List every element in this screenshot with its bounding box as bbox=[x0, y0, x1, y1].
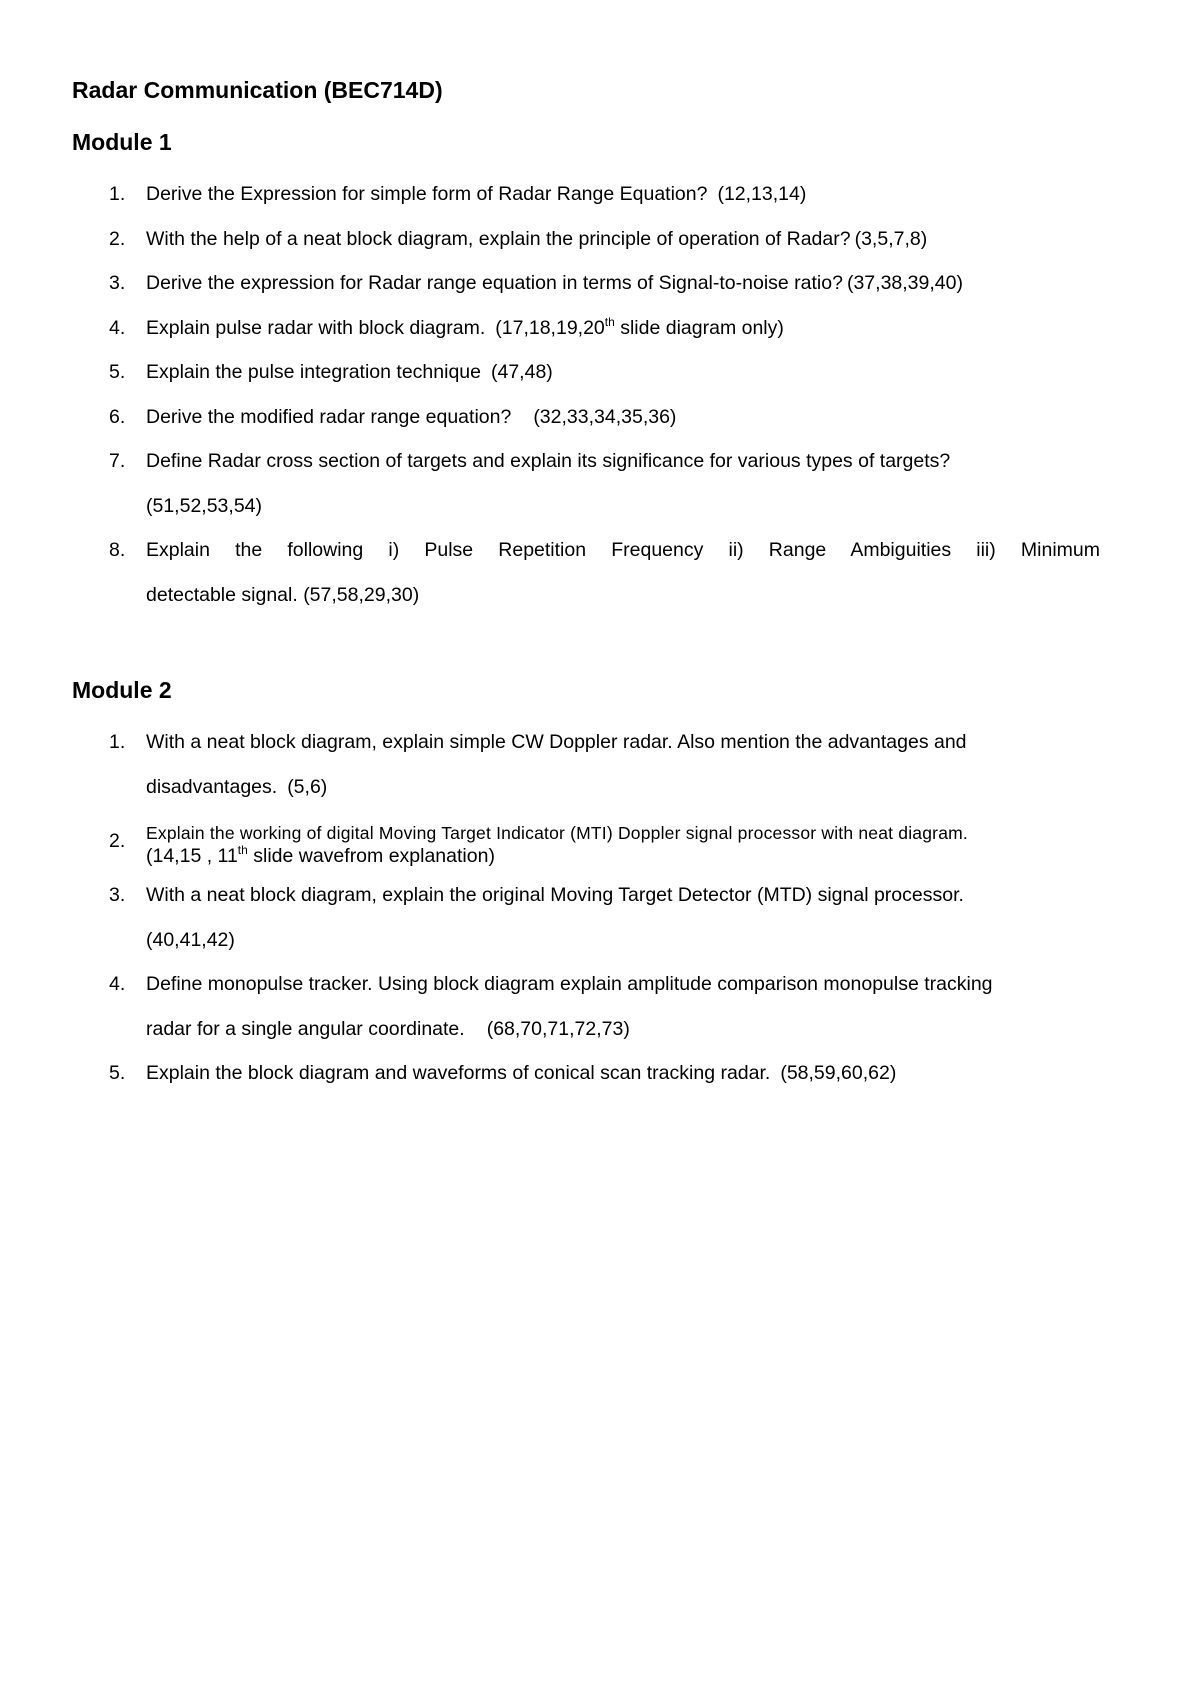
question-text: Explain pulse radar with block diagram. bbox=[146, 316, 486, 339]
slide-reference: (68,70,71,72,73) bbox=[486, 1017, 630, 1040]
question-text: Explain the block diagram and waveforms of conical scan tracking radar. bbox=[146, 1062, 771, 1084]
question-number: 3. bbox=[109, 884, 126, 906]
question-number: 3. bbox=[109, 272, 126, 294]
module-1-question-5 bbox=[0, 350, 1116, 395]
question-text: Derive the modified radar range equation? bbox=[146, 405, 512, 428]
module-2-question-4 bbox=[0, 962, 1116, 1051]
question-text-continued: radar for a single angular coordinate. bbox=[146, 1017, 465, 1040]
slide-reference: (58,59,60,62) bbox=[780, 1062, 897, 1084]
module-1-question-7 bbox=[0, 439, 1116, 528]
slide-reference: (12,13,14) bbox=[717, 183, 807, 205]
module-2-question-5 bbox=[0, 1051, 1116, 1096]
slide-reference: (32,33,34,35,36) bbox=[533, 405, 677, 428]
module-2-heading: Module 2 bbox=[72, 677, 172, 703]
question-text: Derive the expression for Radar range equation in terms of Signal-to-noise ratio? bbox=[146, 272, 843, 294]
question-number: 1. bbox=[109, 183, 126, 205]
question-number: 2. bbox=[109, 830, 126, 852]
question-text-continued: detectable signal. (57,58,29,30) bbox=[146, 583, 420, 606]
module-1-question-8 bbox=[0, 528, 1116, 617]
question-text-continued: disadvantages. bbox=[146, 775, 278, 798]
document-title: Radar Communication (BEC714D) bbox=[72, 77, 443, 103]
module-2-question-3 bbox=[0, 873, 1116, 962]
slide-reference: (14,15 , 11th slide wavefrom explanation) bbox=[146, 843, 495, 867]
question-number: 5. bbox=[109, 1062, 126, 1084]
question-number: 8. bbox=[109, 539, 126, 561]
module-1-heading: Module 1 bbox=[72, 129, 172, 155]
module-1-question-2 bbox=[0, 217, 1116, 262]
question-text: With the help of a neat block diagram, explain the principle of operation of Radar? bbox=[146, 227, 851, 250]
module-2-question-2 bbox=[0, 809, 1116, 873]
question-text: Derive the Expression for simple form of Radar Range Equation? bbox=[146, 183, 708, 205]
question-number: 4. bbox=[109, 316, 126, 339]
module-1-question-4 bbox=[0, 306, 1116, 351]
question-number: 1. bbox=[109, 731, 126, 753]
slide-reference: (51,52,53,54) bbox=[146, 494, 263, 517]
question-text: With a neat block diagram, explain simple CW Doppler radar. Also mention the advantages and bbox=[146, 731, 967, 753]
module-1-question-1 bbox=[0, 172, 1116, 217]
question-text: Explain the following i) Pulse Repetition Frequency ii) Range Ambiguities iii) Minimum bbox=[146, 539, 1100, 561]
question-number: 7. bbox=[109, 450, 126, 472]
question-text: Define Radar cross section of targets and explain its significance for various types of targets? bbox=[146, 450, 951, 472]
slide-reference: (40,41,42) bbox=[146, 928, 235, 951]
module-1-question-list bbox=[0, 172, 1200, 617]
question-text: Define monopulse tracker. Using block diagram explain amplitude comparison monopulse tracking bbox=[146, 973, 993, 995]
question-text: Explain the pulse integration technique bbox=[146, 361, 481, 383]
module-1-question-3 bbox=[0, 261, 1116, 306]
slide-reference: (17,18,19,20th slide diagram only) bbox=[495, 314, 784, 339]
module-1-question-6 bbox=[0, 395, 1116, 440]
question-number: 6. bbox=[109, 405, 126, 428]
question-number: 5. bbox=[109, 361, 126, 383]
question-text: With a neat block diagram, explain the original Moving Target Detector (MTD) signal processor. bbox=[146, 884, 964, 906]
question-number: 4. bbox=[109, 973, 126, 995]
module-2-question-1 bbox=[0, 720, 1116, 809]
module-2-question-list bbox=[0, 720, 1200, 1096]
slide-reference: (5,6) bbox=[287, 775, 328, 798]
slide-reference: (3,5,7,8) bbox=[854, 227, 928, 250]
slide-reference: (47,48) bbox=[491, 361, 553, 383]
question-text: Explain the working of digital Moving Target Indicator (MTI) Doppler signal processor with neat diagram. bbox=[146, 823, 968, 843]
slide-reference: (37,38,39,40) bbox=[846, 272, 963, 294]
question-number: 2. bbox=[109, 227, 126, 250]
